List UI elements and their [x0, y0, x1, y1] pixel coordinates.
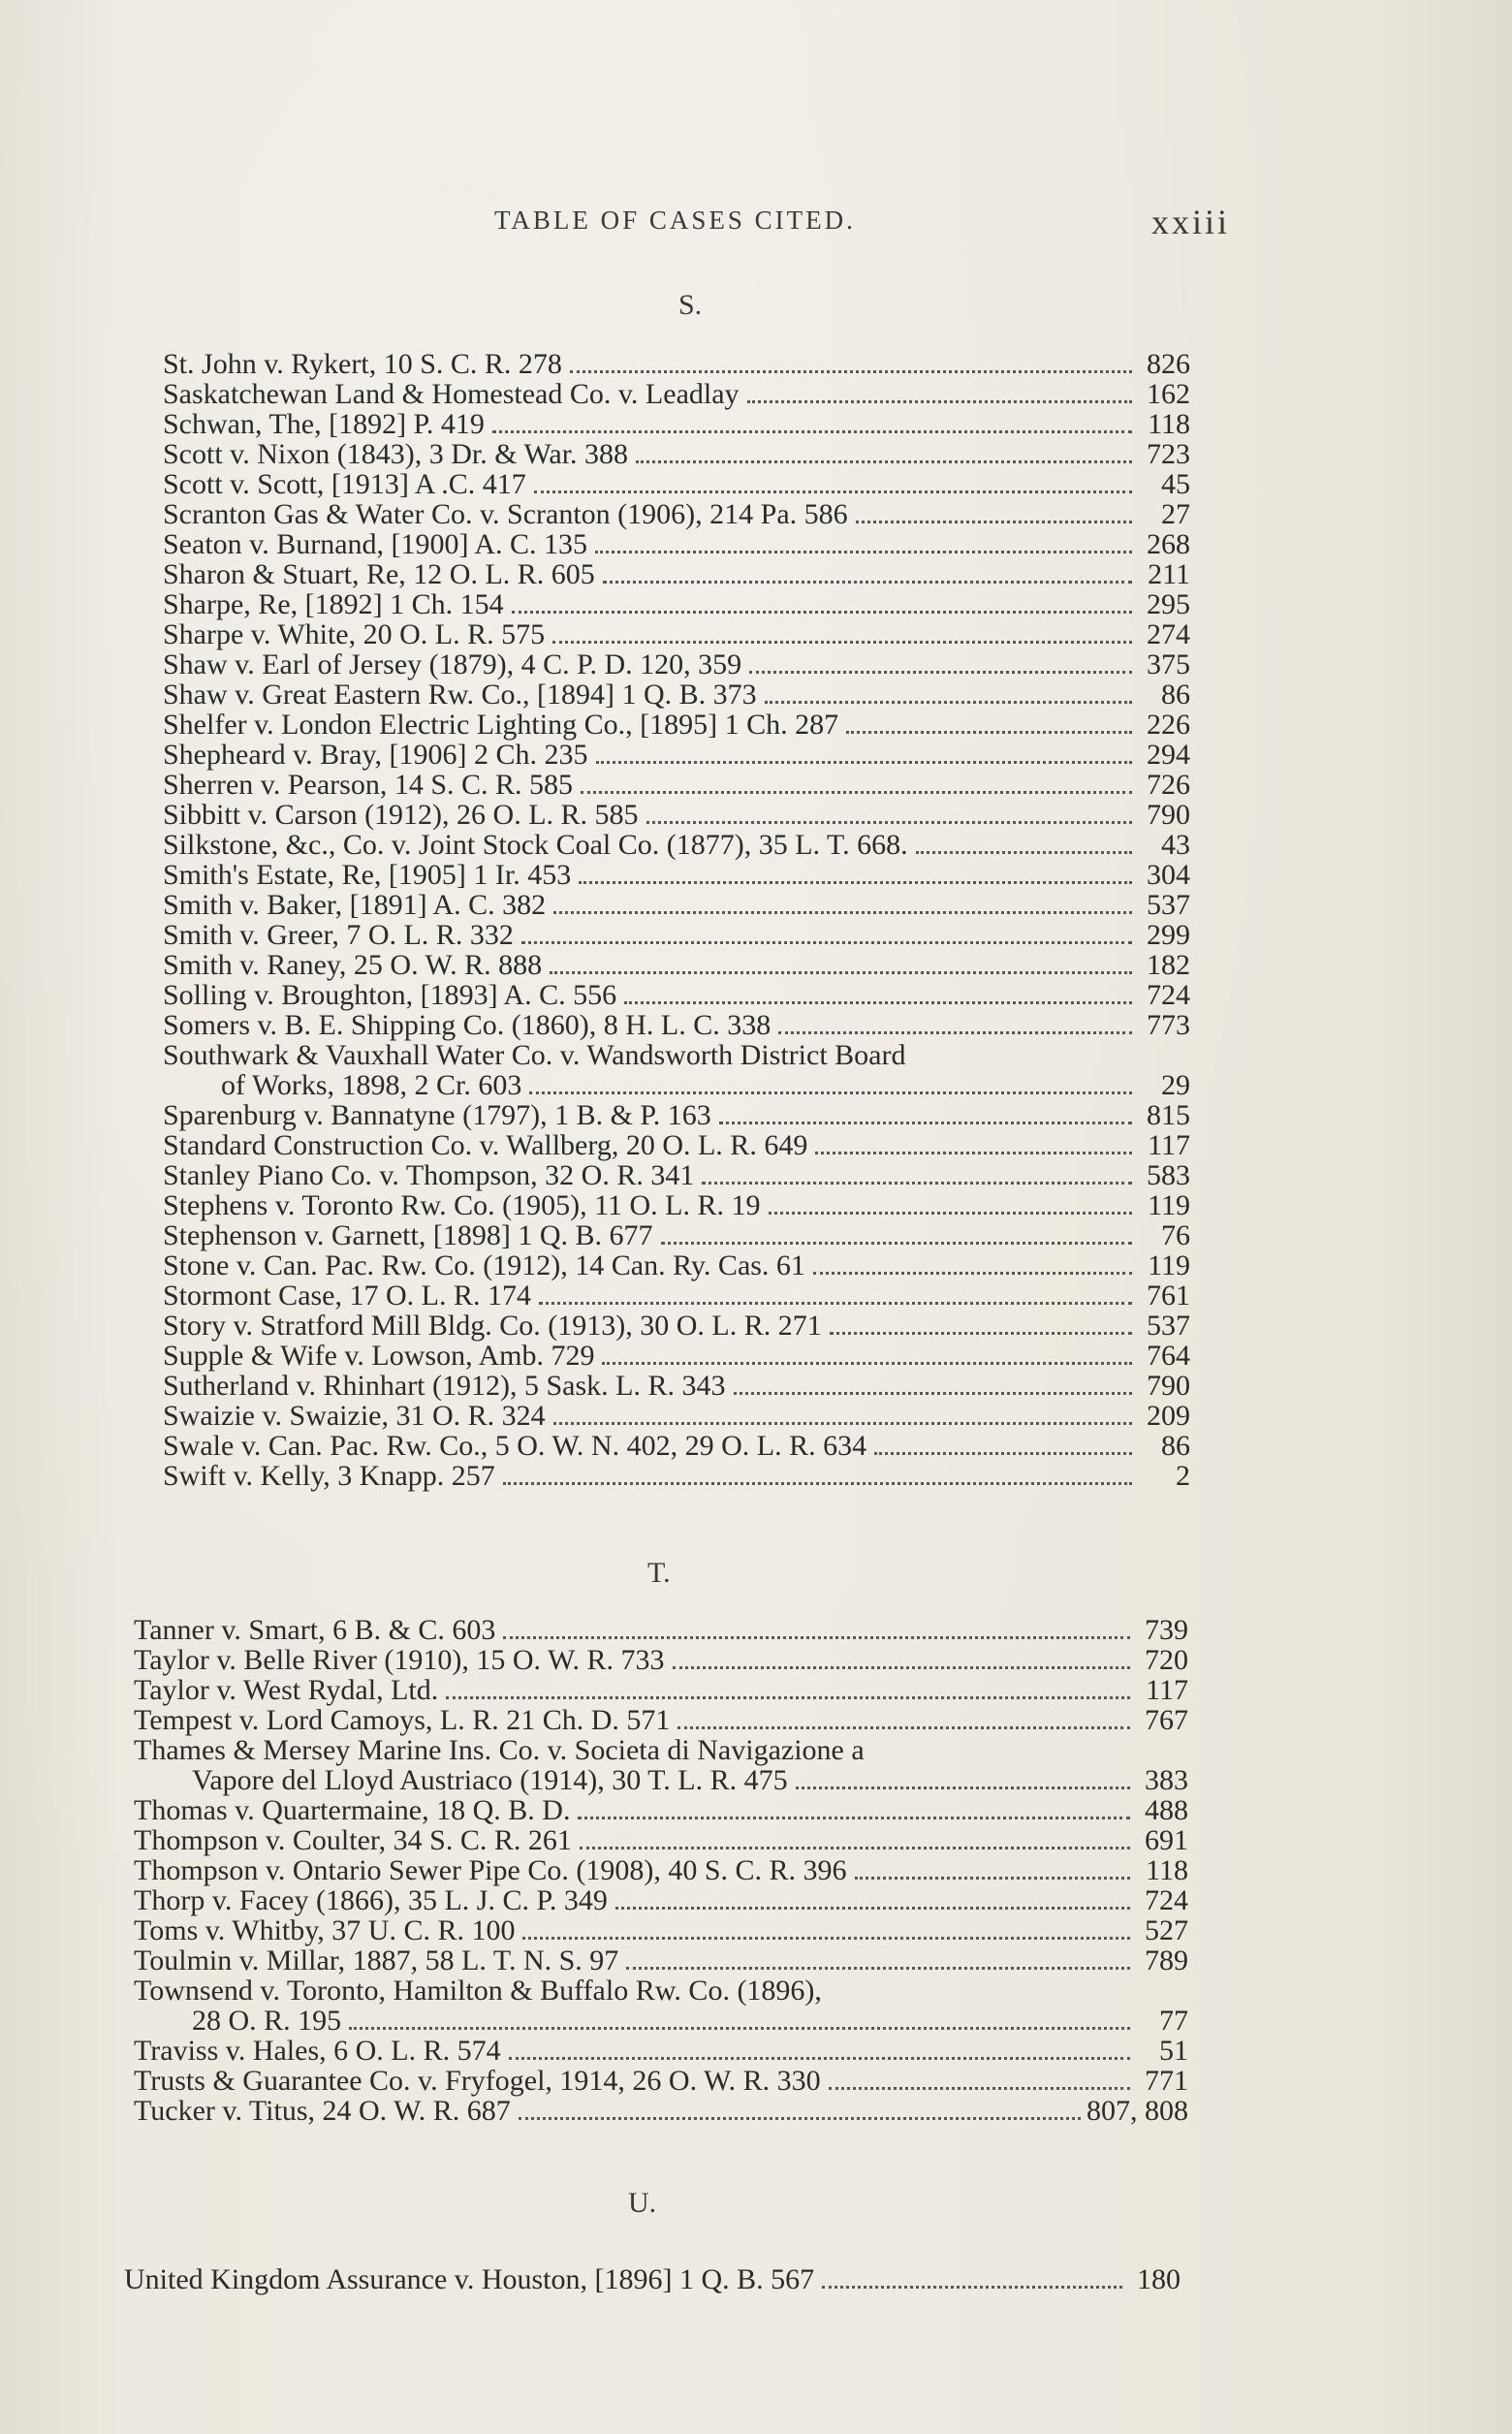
- case-name: Shaw v. Great Eastern Rw. Co., [1894] 1 Q. B. 373: [163, 679, 757, 711]
- case-entry: [134, 2066, 1188, 2096]
- case-entry: [163, 1250, 1190, 1280]
- case-name: Tanner v. Smart, 6 B. & C. 603: [134, 1614, 496, 1646]
- case-name: Sutherland v. Rhinhart (1912), 5 Sask. L. R. 343: [163, 1370, 726, 1402]
- page-reference: 274: [1147, 618, 1190, 650]
- case-entry: [134, 1705, 1188, 1735]
- case-name: Stephenson v. Garnett, [1898] 1 Q. B. 677: [163, 1219, 653, 1251]
- case-entry: [163, 649, 1190, 680]
- section-letter-s: S.: [678, 289, 703, 321]
- dot-leader: [580, 1847, 1130, 1849]
- case-entry: [163, 830, 1190, 860]
- page-reference: 583: [1147, 1159, 1190, 1191]
- page-reference: 789: [1145, 1944, 1188, 1976]
- page-reference: 295: [1147, 588, 1190, 620]
- dot-leader: [595, 551, 1132, 553]
- case-name: Toms v. Whitby, 37 U. C. R. 100: [134, 1914, 516, 1946]
- page-reference: 86: [1161, 1430, 1190, 1462]
- case-name: Traviss v. Hales, 6 O. L. R. 574: [134, 2035, 501, 2067]
- dot-leader: [521, 941, 1132, 944]
- page-reference: 383: [1145, 1764, 1188, 1796]
- case-entry: [134, 1885, 1188, 1915]
- case-entry: [163, 1160, 1190, 1190]
- dot-leader: [553, 1422, 1132, 1425]
- case-name: Smith v. Greer, 7 O. L. R. 332: [163, 919, 514, 951]
- dot-leader: [916, 851, 1132, 854]
- case-name: Townsend v. Toronto, Hamilton & Buffalo Rw. Co. (1896),: [134, 1975, 822, 2007]
- case-name: Shelfer v. London Electric Lighting Co., [1895] 1 Ch. 287: [163, 709, 839, 741]
- case-entry: [134, 1945, 1188, 1976]
- page-reference: 790: [1147, 1370, 1190, 1402]
- page-reference: 299: [1147, 919, 1190, 951]
- dot-leader: [570, 370, 1132, 373]
- case-entry: [163, 409, 1190, 439]
- case-entry: [163, 1130, 1190, 1160]
- dot-leader: [830, 1332, 1132, 1335]
- case-entry: [163, 1401, 1190, 1431]
- page-reference: 807, 808: [1087, 2095, 1188, 2127]
- case-name: Saskatchewan Land & Homestead Co. v. Leadlay: [163, 378, 740, 410]
- case-name: Supple & Wife v. Lowson, Amb. 729: [163, 1340, 595, 1372]
- case-name: Stephens v. Toronto Rw. Co. (1905), 11 O. L. R. 19: [163, 1189, 761, 1221]
- page-reference: 118: [1146, 1854, 1188, 1886]
- dot-leader: [579, 881, 1132, 884]
- dot-leader: [596, 761, 1132, 764]
- page-reference: 2: [1176, 1460, 1190, 1492]
- dot-leader: [636, 460, 1132, 463]
- dot-leader: [769, 1212, 1133, 1215]
- dot-leader: [765, 701, 1132, 704]
- case-entry: [163, 619, 1190, 649]
- page-reference: 211: [1148, 558, 1190, 590]
- dot-leader: [734, 1392, 1132, 1395]
- case-entry: [124, 2264, 1181, 2294]
- case-name: Thompson v. Coulter, 34 S. C. R. 261: [134, 1824, 572, 1856]
- case-entry: [163, 529, 1190, 559]
- page-reference: 119: [1148, 1189, 1190, 1221]
- case-name: Toulmin v. Millar, 1887, 58 L. T. N. S. 97: [134, 1944, 619, 1976]
- case-entry: [163, 680, 1190, 710]
- case-entry: [163, 1190, 1190, 1220]
- case-name: Sibbitt v. Carson (1912), 26 O. L. R. 585: [163, 799, 639, 831]
- case-entry: [163, 349, 1190, 379]
- dot-leader: [822, 2286, 1122, 2289]
- case-list-s: [163, 349, 1190, 1491]
- case-entry: [163, 1100, 1190, 1130]
- page-reference: 537: [1147, 1310, 1190, 1342]
- page-reference: 86: [1161, 679, 1190, 711]
- dot-leader: [719, 1122, 1132, 1124]
- case-name: Smith v. Baker, [1891] A. C. 382: [163, 889, 547, 921]
- running-title: TABLE OF CASES CITED.: [494, 205, 856, 235]
- dot-leader: [661, 1242, 1133, 1245]
- case-entry: [163, 1431, 1190, 1461]
- page-reference: 45: [1161, 468, 1190, 500]
- case-name: Swale v. Can. Pac. Rw. Co., 5 O. W. N. 402, 29 O. L. R. 634: [163, 1430, 867, 1462]
- dot-leader: [492, 430, 1132, 433]
- case-entry: [163, 1220, 1190, 1250]
- case-name: Taylor v. Belle River (1910), 15 O. W. R. 733: [134, 1644, 665, 1676]
- page-reference: 815: [1147, 1099, 1190, 1131]
- case-name: Thorp v. Facey (1866), 35 L. J. C. P. 349: [134, 1884, 608, 1916]
- case-entry: [163, 890, 1190, 920]
- case-entry: [134, 1795, 1188, 1825]
- dot-leader: [778, 1031, 1132, 1034]
- case-entry: [134, 1645, 1188, 1675]
- case-entry: [134, 2036, 1188, 2066]
- case-name: Tucker v. Titus, 24 O. W. R. 687: [134, 2095, 511, 2127]
- dot-leader: [626, 1967, 1130, 1970]
- case-name: Sharpe, Re, [1892] 1 Ch. 154: [163, 588, 504, 620]
- page-reference: 51: [1159, 2035, 1188, 2067]
- case-name: Swift v. Kelly, 3 Knapp. 257: [163, 1460, 495, 1492]
- page-reference: 527: [1145, 1914, 1188, 1946]
- case-name: Solling v. Broughton, [1893] A. C. 556: [163, 979, 617, 1011]
- case-name-continuation: of Works, 1898, 2 Cr. 603: [221, 1069, 522, 1101]
- case-name: Sharpe v. White, 20 O. L. R. 575: [163, 618, 546, 650]
- page-reference: 76: [1161, 1219, 1190, 1251]
- page-reference: 182: [1147, 949, 1190, 981]
- page-reference: 773: [1147, 1009, 1190, 1041]
- dot-leader: [624, 1001, 1132, 1004]
- case-entry: [163, 980, 1190, 1010]
- case-entry: [163, 740, 1190, 770]
- case-entry: [163, 1040, 1190, 1100]
- page-reference: 180: [1137, 2263, 1181, 2295]
- case-name-continuation: Vapore del Lloyd Austriaco (1914), 30 T. L. R. 475: [192, 1764, 788, 1796]
- case-entry: [163, 710, 1190, 740]
- page-reference: 488: [1145, 1794, 1188, 1826]
- case-name: Standard Construction Co. v. Wallberg, 20 O. L. R. 649: [163, 1129, 808, 1161]
- case-entry: [163, 1341, 1190, 1371]
- page-reference: 724: [1145, 1884, 1188, 1916]
- page-reference: 268: [1147, 528, 1190, 560]
- case-entry: [134, 1976, 1188, 2036]
- case-entry: [134, 1675, 1188, 1705]
- dot-leader: [855, 1877, 1130, 1880]
- page-reference: 27: [1161, 498, 1190, 530]
- case-entry: [163, 860, 1190, 890]
- dot-leader: [747, 400, 1132, 403]
- dot-leader: [749, 671, 1132, 674]
- case-name: Schwan, The, [1892] P. 419: [163, 408, 485, 440]
- case-entry: [163, 1280, 1190, 1311]
- dot-leader: [509, 2057, 1130, 2060]
- dot-leader: [677, 1726, 1130, 1729]
- case-name: Smith v. Raney, 25 O. W. R. 888: [163, 949, 543, 981]
- dot-leader: [552, 641, 1132, 644]
- case-name: Sharon & Stuart, Re, 12 O. L. R. 605: [163, 558, 595, 590]
- dot-leader: [553, 911, 1132, 914]
- section-letter-t: T.: [647, 1557, 671, 1589]
- dot-leader: [702, 1182, 1132, 1185]
- page-reference: 119: [1148, 1249, 1190, 1281]
- dot-leader: [829, 2087, 1130, 2090]
- case-name: Scranton Gas & Water Co. v. Scranton (1906), 214 Pa. 586: [163, 498, 848, 530]
- case-name: Sparenburg v. Bannatyne (1797), 1 B. & P. 163: [163, 1099, 711, 1131]
- case-entry: [163, 559, 1190, 589]
- case-name: Tempest v. Lord Camoys, L. R. 21 Ch. D. 571: [134, 1704, 671, 1736]
- page-reference: 767: [1145, 1704, 1188, 1736]
- dot-leader: [503, 1482, 1132, 1485]
- page-reference: 117: [1148, 1129, 1190, 1161]
- dot-leader: [602, 1362, 1132, 1365]
- dot-leader: [519, 2117, 1081, 2120]
- dot-leader: [539, 1302, 1132, 1305]
- dot-leader: [856, 521, 1132, 523]
- page-reference: 826: [1147, 348, 1190, 380]
- case-name: Sherren v. Pearson, 14 S. C. R. 585: [163, 769, 574, 801]
- dot-leader: [815, 1152, 1132, 1154]
- case-name: Silkstone, &c., Co. v. Joint Stock Coal Co. (1877), 35 L. T. 668.: [163, 829, 908, 861]
- case-name: St. John v. Rykert, 10 S. C. R. 278: [163, 348, 562, 380]
- case-entry: [134, 1735, 1188, 1795]
- case-name: Thames & Mersey Marine Ins. Co. v. Societa di Navigazione a: [134, 1734, 865, 1766]
- page-reference: 226: [1147, 709, 1190, 741]
- case-list-t: [134, 1615, 1188, 2126]
- page-reference: 790: [1147, 799, 1190, 831]
- case-entry: [134, 2096, 1188, 2126]
- case-entry: [163, 469, 1190, 499]
- dot-leader: [846, 731, 1132, 734]
- case-entry: [134, 1915, 1188, 1945]
- case-name: Thomas v. Quartermaine, 18 Q. B. D.: [134, 1794, 571, 1826]
- page-reference: 537: [1147, 889, 1190, 921]
- page-reference: 764: [1147, 1340, 1190, 1372]
- page-reference: 29: [1161, 1069, 1190, 1101]
- case-entry: [163, 1311, 1190, 1341]
- case-entry: [134, 1855, 1188, 1885]
- dot-leader: [874, 1452, 1132, 1455]
- case-entry: [163, 800, 1190, 830]
- dot-leader: [578, 1817, 1130, 1819]
- page-reference: 761: [1147, 1280, 1190, 1312]
- page-reference: 43: [1161, 829, 1190, 861]
- dot-leader: [673, 1666, 1130, 1669]
- case-entry: [163, 1461, 1190, 1491]
- page-reference: 720: [1145, 1644, 1188, 1676]
- case-name: Shaw v. Earl of Jersey (1879), 4 C. P. D. 120, 359: [163, 648, 742, 680]
- page-reference: 304: [1147, 859, 1190, 891]
- dot-leader: [349, 2027, 1130, 2030]
- case-name: Somers v. B. E. Shipping Co. (1860), 8 H. L. C. 338: [163, 1009, 772, 1041]
- case-list-u: [124, 2264, 1181, 2294]
- page-reference: 724: [1147, 979, 1190, 1011]
- dot-leader: [534, 490, 1132, 493]
- case-entry: [163, 439, 1190, 469]
- case-name: Stormont Case, 17 O. L. R. 174: [163, 1280, 531, 1312]
- case-entry: [163, 379, 1190, 409]
- case-name: Shepheard v. Bray, [1906] 2 Ch. 235: [163, 739, 588, 771]
- case-name: Scott v. Scott, [1913] A .C. 417: [163, 468, 526, 500]
- case-entry: [163, 589, 1190, 619]
- case-name: Stone v. Can. Pac. Rw. Co. (1912), 14 Can. Ry. Cas. 61: [163, 1249, 805, 1281]
- dot-leader: [581, 791, 1132, 794]
- section-letter-u: U.: [628, 2187, 657, 2219]
- case-name: United Kingdom Assurance v. Houston, [1896] 1 Q. B. 567: [124, 2263, 815, 2295]
- dot-leader: [512, 611, 1132, 614]
- dot-leader: [529, 1091, 1132, 1094]
- case-name: Swaizie v. Swaizie, 31 O. R. 324: [163, 1400, 546, 1432]
- case-entry: [134, 1615, 1188, 1645]
- dot-leader: [615, 1907, 1130, 1910]
- page-reference: 691: [1145, 1824, 1188, 1856]
- dot-leader: [796, 1786, 1130, 1789]
- dot-leader: [503, 1636, 1130, 1639]
- case-entry: [163, 920, 1190, 950]
- case-name: Southwark & Vauxhall Water Co. v. Wandsworth District Board: [163, 1039, 906, 1071]
- case-name: Scott v. Nixon (1843), 3 Dr. & War. 388: [163, 438, 629, 470]
- case-name: Smith's Estate, Re, [1905] 1 Ir. 453: [163, 859, 572, 891]
- case-name: Seaton v. Burnand, [1900] A. C. 135: [163, 528, 588, 560]
- case-entry: [163, 1010, 1190, 1040]
- dot-leader: [646, 821, 1132, 824]
- case-entry: [134, 1825, 1188, 1855]
- page-reference: 77: [1159, 2005, 1188, 2037]
- page-reference: 162: [1147, 378, 1190, 410]
- page-number: xxiii: [1151, 203, 1231, 241]
- case-name: Taylor v. West Rydal, Ltd.: [134, 1674, 439, 1706]
- page-reference: 209: [1147, 1400, 1190, 1432]
- case-entry: [163, 1371, 1190, 1401]
- page-reference: 739: [1145, 1614, 1188, 1646]
- case-entry: [163, 950, 1190, 980]
- dot-leader: [446, 1696, 1130, 1699]
- dot-leader: [550, 971, 1132, 974]
- dot-leader: [603, 581, 1132, 584]
- case-name: Story v. Stratford Mill Bldg. Co. (1913), 30 O. L. R. 271: [163, 1310, 822, 1342]
- page-reference: 726: [1147, 769, 1190, 801]
- case-entry: [163, 770, 1190, 800]
- page-reference: 118: [1148, 408, 1190, 440]
- case-name: Thompson v. Ontario Sewer Pipe Co. (1908), 40 S. C. R. 396: [134, 1854, 847, 1886]
- page-reference: 117: [1146, 1674, 1188, 1706]
- page-reference: 294: [1147, 739, 1190, 771]
- page-reference: 723: [1147, 438, 1190, 470]
- case-name: Stanley Piano Co. v. Thompson, 32 O. R. 341: [163, 1159, 695, 1191]
- dot-leader: [813, 1272, 1132, 1275]
- page-reference: 771: [1145, 2065, 1188, 2097]
- dot-leader: [522, 1937, 1130, 1940]
- case-name: Trusts & Guarantee Co. v. Fryfogel, 1914, 26 O. W. R. 330: [134, 2065, 821, 2097]
- case-name-continuation: 28 O. R. 195: [192, 2005, 342, 2037]
- case-entry: [163, 499, 1190, 529]
- page-reference: 375: [1147, 648, 1190, 680]
